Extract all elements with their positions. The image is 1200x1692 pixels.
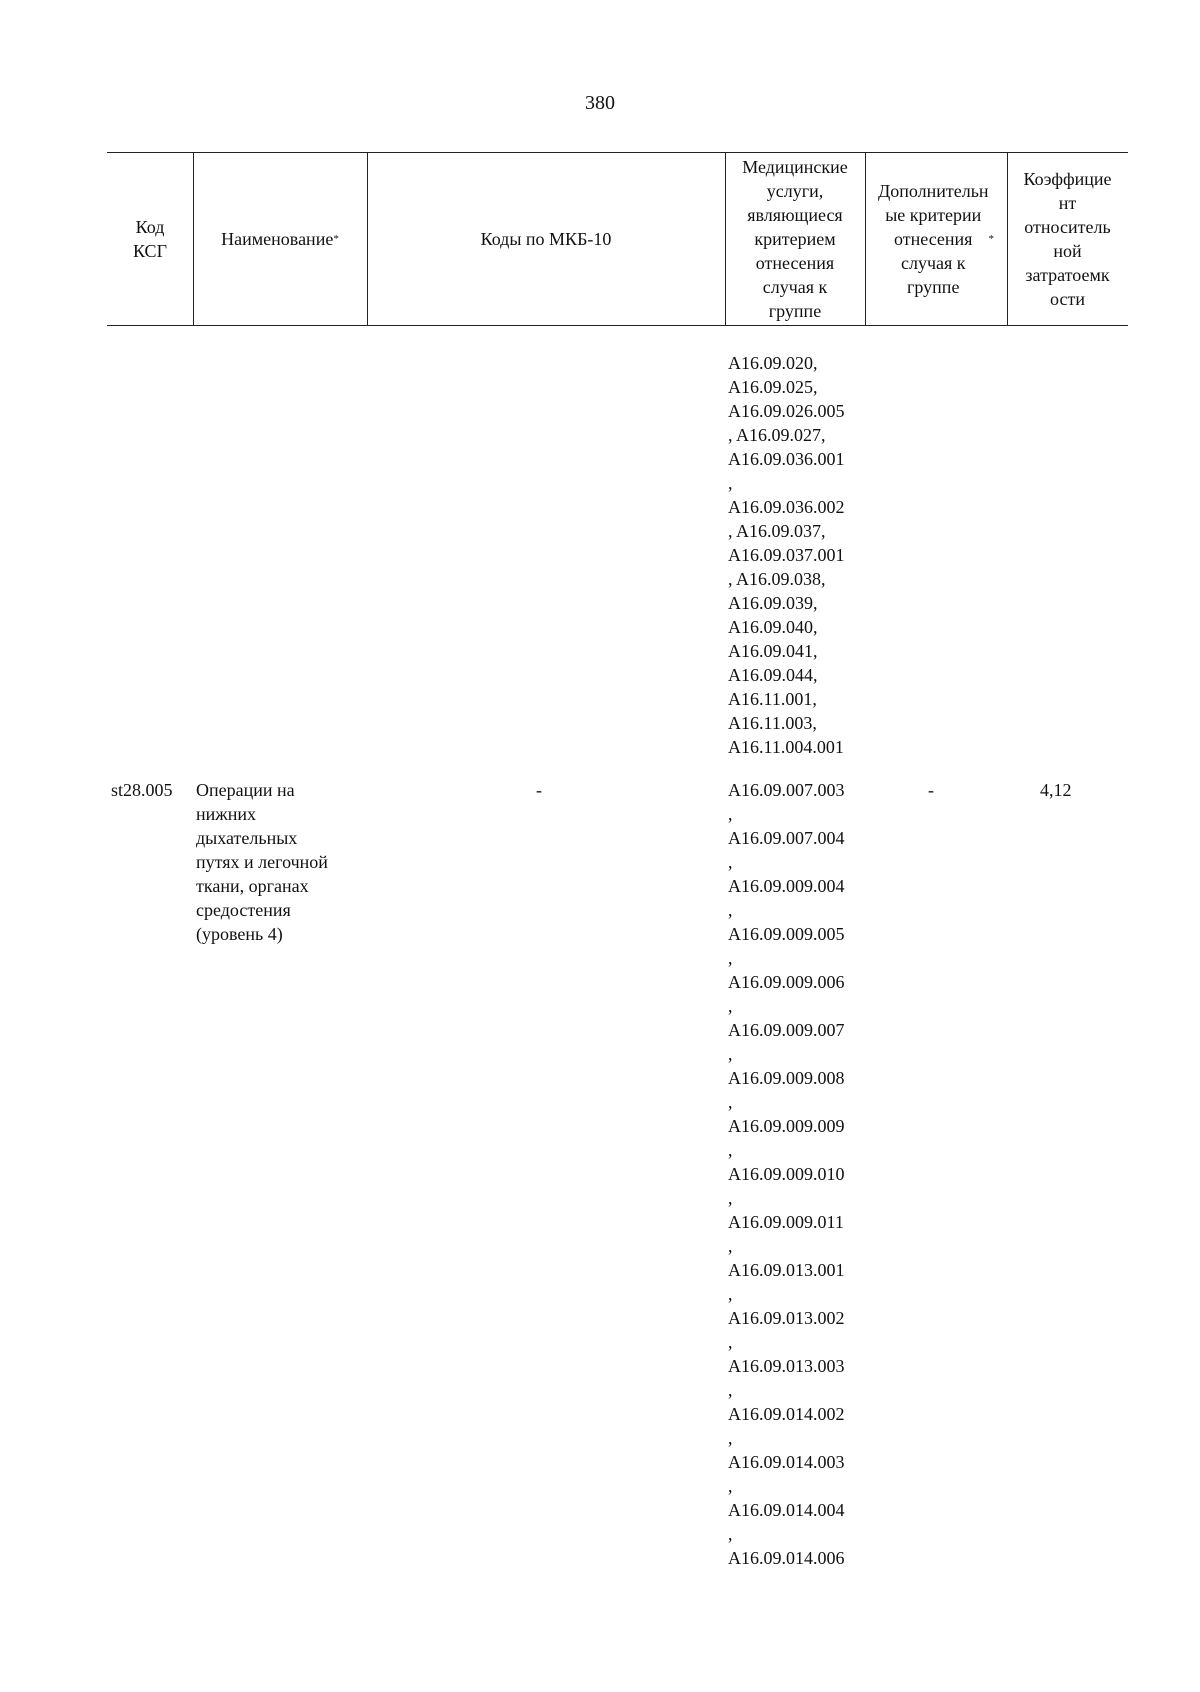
row-mkb-codes: - (536, 780, 542, 800)
header-medical-services-label: Медицинские услуги, являющиеся критерием отнесения случая к группе (742, 157, 848, 321)
page-number: 380 (585, 92, 615, 114)
header-name-label: Наименование (221, 229, 334, 249)
table-header-row (107, 152, 1128, 326)
continuation-service-codes: A16.09.020, A16.09.025, A16.09.026.005 , A16.09.027, A16.09.036.001 , A16.09.036.002 , A16.09.037, A16.09.037.001 , A16.09.038, A16.09.039, A16.09.040, A16.09.041, A16.09.044, A16.11.001, A16.11.003, A16.11.004.001 (728, 353, 845, 757)
header-name (193, 153, 367, 325)
row-name: Операции на нижних дыхательных путях и легочной ткани, органах средостения (уровень 4) (196, 780, 328, 944)
footnote-mark: * (333, 233, 339, 245)
footnote-mark: * (988, 233, 995, 245)
header-mkb-codes (367, 153, 725, 325)
header-additional-criteria-label: Дополнительн ые критерии отнесения случая к группе (877, 181, 989, 297)
header-ksg-code (107, 153, 193, 325)
row-service-codes: A16.09.007.003 , A16.09.007.004 , A16.09.009.004 , A16.09.009.005 , A16.09.009.006 , A16.09.009.007 , A16.09.009.008 , A16.09.009.009 , A16.09.009.010 , A16.09.009.011 , A16.09.013.001 , A16.09.013.002 , A16.09.013.003 , A16.09.014.002 , A16.09.014.003 , A16.09.014.004 , A16.09.014.006 (728, 780, 845, 1568)
header-coefficient-label: Коэффицие нт относитель ной затратоемк ости (1023, 169, 1112, 309)
header-ksg-code-label: Код КСГ (133, 217, 167, 261)
row-additional-criteria: - (928, 780, 934, 800)
ksg-table (107, 152, 1128, 326)
header-additional-criteria (865, 153, 1007, 325)
row-coefficient: 4,12 (1040, 780, 1072, 800)
header-medical-services (725, 153, 865, 325)
header-mkb-codes-label: Коды по МКБ-10 (480, 229, 612, 249)
row-ksg-code: st28.005 (111, 780, 173, 800)
header-coefficient (1007, 153, 1128, 325)
